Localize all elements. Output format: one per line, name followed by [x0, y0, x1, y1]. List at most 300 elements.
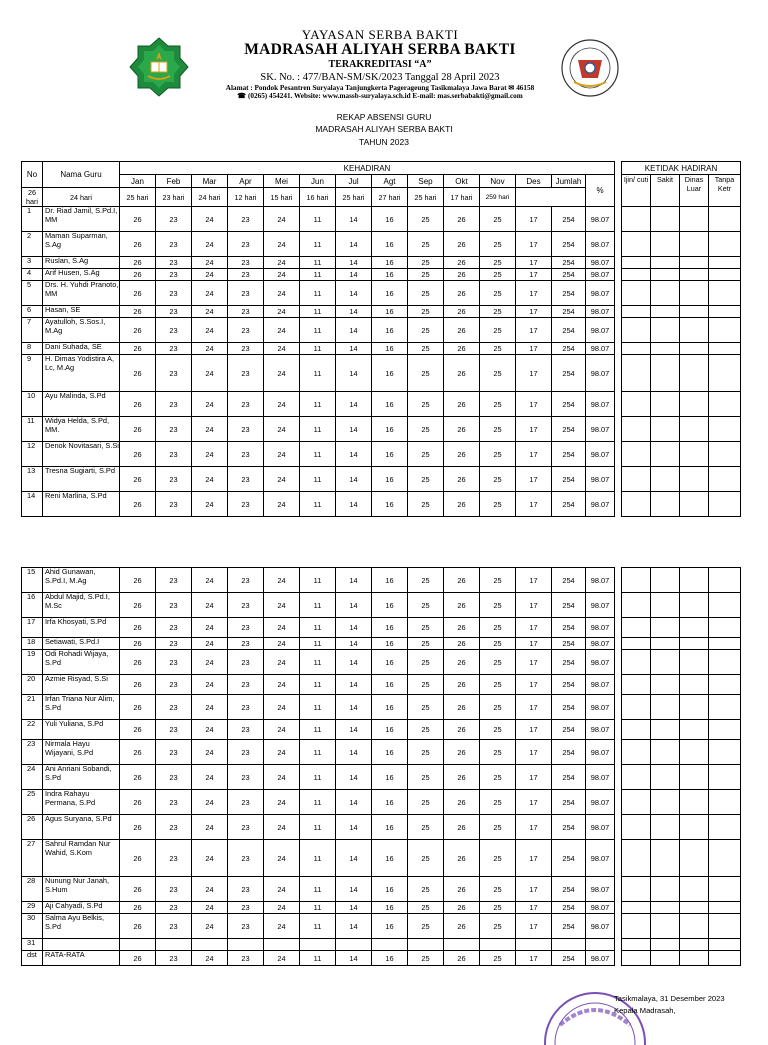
- month-value: 24: [264, 720, 300, 740]
- month-value: 16: [372, 638, 408, 650]
- days-header: 17 hari: [444, 188, 480, 207]
- month-value: 25: [480, 232, 516, 257]
- jumlah-value: 254: [552, 568, 586, 593]
- month-header: Jun: [300, 175, 336, 188]
- month-value: 23: [156, 417, 192, 442]
- month-value: 16: [372, 392, 408, 417]
- teacher-row: [22, 306, 741, 318]
- absence-cell: [651, 740, 680, 765]
- month-value: 16: [372, 840, 408, 877]
- absence-cell: [680, 269, 709, 281]
- percent-value: [586, 939, 615, 951]
- month-value: 16: [372, 442, 408, 467]
- month-value: 26: [444, 306, 480, 318]
- jumlah-value: 254: [552, 914, 586, 939]
- gap-cell: [615, 269, 622, 281]
- absence-cell: [680, 815, 709, 840]
- month-value: 25: [408, 877, 444, 902]
- absence-cell: [651, 914, 680, 939]
- month-value: 17: [516, 568, 552, 593]
- report-titles: [0, 111, 768, 148]
- month-value: 16: [372, 269, 408, 281]
- row-number: 14: [22, 492, 43, 517]
- month-value: 26: [120, 417, 156, 442]
- absence-cell: [709, 442, 741, 467]
- percent-value: 98.07: [586, 902, 615, 914]
- absence-cell: [622, 232, 651, 257]
- jumlah-value: 254: [552, 650, 586, 675]
- month-value: 25: [480, 877, 516, 902]
- month-value: 23: [156, 765, 192, 790]
- month-value: 24: [192, 877, 228, 902]
- month-value: 24: [264, 840, 300, 877]
- month-value: 25: [408, 207, 444, 232]
- absence-cell: [651, 467, 680, 492]
- month-value: 23: [228, 269, 264, 281]
- month-value: 23: [228, 281, 264, 306]
- month-value: 25: [408, 695, 444, 720]
- month-value: 25: [480, 720, 516, 740]
- month-value: 24: [264, 306, 300, 318]
- month-value: 24: [192, 675, 228, 695]
- month-value: 14: [336, 675, 372, 695]
- month-value: 26: [120, 914, 156, 939]
- percent-value: 98.07: [586, 467, 615, 492]
- month-value: 17: [516, 232, 552, 257]
- month-value: 14: [336, 232, 372, 257]
- teacher-name: Odi Rohadi Wijaya, S.Pd: [43, 650, 120, 675]
- month-value: 23: [156, 914, 192, 939]
- absence-cell: [622, 568, 651, 593]
- month-value: 23: [228, 840, 264, 877]
- absence-cell: [680, 902, 709, 914]
- average-row: [22, 951, 741, 966]
- gap-cell: [615, 318, 622, 343]
- month-value: 26: [444, 638, 480, 650]
- signature-place-date: Tasikmalaya, 31 Desember 2023: [614, 994, 725, 1003]
- accreditation: TERAKREDITASI “A”: [328, 58, 432, 70]
- month-value: 24: [264, 593, 300, 618]
- teacher-row: [22, 442, 741, 467]
- month-value: 26: [120, 207, 156, 232]
- month-value: 11: [300, 840, 336, 877]
- absence-cell: [680, 593, 709, 618]
- absence-cell: [622, 417, 651, 442]
- month-value: 26: [444, 281, 480, 306]
- absence-cell: [680, 232, 709, 257]
- teacher-name: Dani Suhada, SE: [43, 343, 120, 355]
- gap-cell: [615, 343, 622, 355]
- percent-value: 98.07: [586, 318, 615, 343]
- month-value: 26: [120, 492, 156, 517]
- month-value: 23: [156, 720, 192, 740]
- month-value: 24: [264, 951, 300, 966]
- absence-cell: [622, 695, 651, 720]
- month-value: 26: [444, 695, 480, 720]
- absence-cell: [680, 790, 709, 815]
- month-value: 25: [480, 392, 516, 417]
- teacher-row: [22, 815, 741, 840]
- percent-value: 98.07: [586, 442, 615, 467]
- month-value: 23: [156, 877, 192, 902]
- month-value: 16: [372, 720, 408, 740]
- address: Alamat : Pondok Pesantren Suryalaya Tanjungkerta Pagerageung Tasikmalaya Jawa Barat ✉ 46158: [225, 84, 535, 93]
- jumlah-value: 254: [552, 355, 586, 392]
- month-value: 24: [192, 790, 228, 815]
- percent-value: 98.07: [586, 914, 615, 939]
- absence-cell: [709, 568, 741, 593]
- month-value: 16: [372, 902, 408, 914]
- absence-cell: [680, 840, 709, 877]
- row-number: 16: [22, 593, 43, 618]
- school-name: MADRASAH ALIYAH SERBA BAKTI: [244, 40, 516, 58]
- gap-cell: [615, 593, 622, 618]
- month-value: 11: [300, 207, 336, 232]
- month-header: Nov: [480, 175, 516, 188]
- absence-cell: [651, 281, 680, 306]
- month-value: 24: [264, 467, 300, 492]
- month-value: 17: [516, 593, 552, 618]
- month-value: 23: [228, 232, 264, 257]
- month-value: 25: [480, 417, 516, 442]
- teacher-name: Hasan, SE: [43, 306, 120, 318]
- month-value: 24: [192, 207, 228, 232]
- percent-value: 98.07: [586, 232, 615, 257]
- month-value: 25: [408, 840, 444, 877]
- month-value: 17: [516, 467, 552, 492]
- percent-value: 98.07: [586, 650, 615, 675]
- jumlah-value: 254: [552, 695, 586, 720]
- month-value: 24: [264, 675, 300, 695]
- month-value: 24: [192, 392, 228, 417]
- month-value: 25: [480, 638, 516, 650]
- month-value: 17: [516, 914, 552, 939]
- month-value: 23: [228, 492, 264, 517]
- month-value: 23: [156, 207, 192, 232]
- month-value: 23: [228, 467, 264, 492]
- absence-cell: [622, 765, 651, 790]
- percent-value: 98.07: [586, 765, 615, 790]
- month-value: 16: [372, 740, 408, 765]
- month-value: 23: [156, 355, 192, 392]
- row-number: 9: [22, 355, 43, 392]
- month-value: 17: [516, 343, 552, 355]
- month-value: 17: [516, 902, 552, 914]
- row-number: 17: [22, 618, 43, 638]
- month-value: 26: [444, 442, 480, 467]
- teacher-row: [22, 232, 741, 257]
- month-value: 14: [336, 593, 372, 618]
- month-value: 17: [516, 951, 552, 966]
- month-value: [372, 939, 408, 951]
- month-value: [408, 939, 444, 951]
- month-value: 24: [264, 257, 300, 269]
- month-value: 14: [336, 790, 372, 815]
- month-value: 24: [264, 914, 300, 939]
- absence-cell: [680, 343, 709, 355]
- month-value: 11: [300, 902, 336, 914]
- month-value: 16: [372, 417, 408, 442]
- month-value: 14: [336, 492, 372, 517]
- attendance-table-part-1: [21, 161, 741, 517]
- month-value: 23: [228, 790, 264, 815]
- row-number: 5: [22, 281, 43, 306]
- month-value: 11: [300, 281, 336, 306]
- absence-cell: [651, 720, 680, 740]
- month-value: 17: [516, 650, 552, 675]
- month-value: 11: [300, 914, 336, 939]
- teacher-row: [22, 638, 741, 650]
- month-value: 26: [444, 269, 480, 281]
- month-value: 23: [156, 257, 192, 269]
- absence-cell: [651, 417, 680, 442]
- teacher-row: [22, 675, 741, 695]
- percent-value: 98.07: [586, 951, 615, 966]
- gap-cell: [615, 257, 622, 269]
- jumlah-value: 254: [552, 877, 586, 902]
- month-value: 11: [300, 492, 336, 517]
- month-value: 26: [444, 951, 480, 966]
- teacher-name: H. Dimas Yodistira A, Lc, M.Ag: [43, 355, 120, 392]
- month-value: 23: [156, 638, 192, 650]
- month-value: 14: [336, 765, 372, 790]
- absence-cell: [622, 951, 651, 966]
- month-value: 25: [480, 618, 516, 638]
- absence-cell: [622, 939, 651, 951]
- month-value: 25: [480, 467, 516, 492]
- month-value: 16: [372, 650, 408, 675]
- month-value: 26: [120, 765, 156, 790]
- absence-cell: [622, 343, 651, 355]
- month-value: 26: [444, 790, 480, 815]
- teacher-name: Tresna Sugiarti, S.Pd: [43, 467, 120, 492]
- month-value: 23: [156, 467, 192, 492]
- month-value: 16: [372, 618, 408, 638]
- absence-cell: [680, 638, 709, 650]
- month-value: 25: [480, 815, 516, 840]
- absence-cell: [680, 914, 709, 939]
- month-value: 23: [156, 318, 192, 343]
- month-value: 23: [228, 720, 264, 740]
- month-value: 26: [444, 902, 480, 914]
- month-value: 11: [300, 877, 336, 902]
- month-value: 17: [516, 638, 552, 650]
- teacher-row: [22, 343, 741, 355]
- percent-value: 98.07: [586, 877, 615, 902]
- month-value: 23: [228, 877, 264, 902]
- month-value: 25: [480, 650, 516, 675]
- absence-cell: [622, 467, 651, 492]
- month-value: 26: [120, 877, 156, 902]
- absence-cell: [709, 939, 741, 951]
- jumlah-value: 254: [552, 232, 586, 257]
- percent-value: 98.07: [586, 207, 615, 232]
- month-value: 17: [516, 815, 552, 840]
- month-value: 17: [516, 720, 552, 740]
- month-value: 23: [156, 675, 192, 695]
- col-no: No: [22, 162, 43, 188]
- month-value: 23: [156, 232, 192, 257]
- month-value: 24: [264, 740, 300, 765]
- month-value: 26: [120, 306, 156, 318]
- absence-cell: [680, 318, 709, 343]
- row-number: 3: [22, 257, 43, 269]
- month-value: 11: [300, 765, 336, 790]
- row-number: 13: [22, 467, 43, 492]
- month-value: 26: [120, 392, 156, 417]
- month-value: 23: [156, 695, 192, 720]
- gap-cell: [615, 840, 622, 877]
- absence-cell: [622, 902, 651, 914]
- days-header: 24 hari: [192, 188, 228, 207]
- teacher-name: Setiawati, S.Pd.I: [43, 638, 120, 650]
- gap-cell: [615, 675, 622, 695]
- month-value: 16: [372, 306, 408, 318]
- absence-cell: [622, 650, 651, 675]
- month-value: 16: [372, 675, 408, 695]
- percent-value: 98.07: [586, 417, 615, 442]
- month-value: 17: [516, 790, 552, 815]
- jumlah-value: 254: [552, 257, 586, 269]
- month-value: 16: [372, 815, 408, 840]
- jumlah-value: 254: [552, 306, 586, 318]
- absence-cell: [651, 638, 680, 650]
- row-number: 22: [22, 720, 43, 740]
- absence-cell: [622, 306, 651, 318]
- month-value: 24: [192, 355, 228, 392]
- month-value: 26: [444, 914, 480, 939]
- month-value: 24: [192, 593, 228, 618]
- month-value: 17: [516, 442, 552, 467]
- teacher-name: Ayu Malinda, S.Pd: [43, 392, 120, 417]
- absence-cell: [709, 695, 741, 720]
- report-school: MADRASAH ALIYAH SERBA BAKTI: [315, 124, 453, 135]
- month-value: 25: [408, 467, 444, 492]
- month-value: 24: [192, 951, 228, 966]
- month-value: 24: [264, 650, 300, 675]
- month-value: 24: [192, 232, 228, 257]
- absence-cell: [680, 695, 709, 720]
- month-value: 25: [408, 281, 444, 306]
- absence-cell: [651, 306, 680, 318]
- month-value: 26: [444, 318, 480, 343]
- absence-cell: [651, 815, 680, 840]
- month-value: 25: [480, 207, 516, 232]
- teacher-row: [22, 939, 741, 951]
- teacher-name: Azmie Risyad, S.Si: [43, 675, 120, 695]
- month-header: Sep: [408, 175, 444, 188]
- teacher-name: Aji Cahyadi, S.Pd: [43, 902, 120, 914]
- month-value: 11: [300, 790, 336, 815]
- jumlah-value: 254: [552, 790, 586, 815]
- month-value: 14: [336, 815, 372, 840]
- month-value: 23: [228, 392, 264, 417]
- month-value: 14: [336, 720, 372, 740]
- month-value: 24: [264, 877, 300, 902]
- col-percent: %: [586, 175, 615, 207]
- percent-value: 98.07: [586, 790, 615, 815]
- month-value: 14: [336, 695, 372, 720]
- gap-cell: [615, 417, 622, 442]
- month-value: 23: [156, 740, 192, 765]
- absence-cell: [709, 343, 741, 355]
- month-value: 23: [228, 815, 264, 840]
- jumlah-value: 254: [552, 318, 586, 343]
- absence-cell: [622, 720, 651, 740]
- month-value: 23: [156, 650, 192, 675]
- month-value: 24: [192, 281, 228, 306]
- jumlah-value: 254: [552, 417, 586, 442]
- teacher-name: Irfa Khosyati, S.Pd: [43, 618, 120, 638]
- month-value: [264, 939, 300, 951]
- letterhead: [0, 0, 768, 105]
- month-value: 16: [372, 568, 408, 593]
- absence-cell: [680, 207, 709, 232]
- absence-cell: [709, 902, 741, 914]
- month-value: 24: [192, 815, 228, 840]
- month-value: 24: [264, 269, 300, 281]
- month-value: 11: [300, 695, 336, 720]
- absence-cell: [622, 318, 651, 343]
- month-value: 25: [480, 790, 516, 815]
- month-value: 14: [336, 207, 372, 232]
- jumlah-value: 254: [552, 951, 586, 966]
- teacher-name: Widya Helda, S.Pd, MM.: [43, 417, 120, 442]
- month-value: 26: [120, 720, 156, 740]
- month-value: 25: [408, 232, 444, 257]
- month-value: 25: [408, 492, 444, 517]
- month-value: 25: [408, 269, 444, 281]
- month-value: 17: [516, 281, 552, 306]
- gap-cell: [615, 939, 622, 951]
- col-kehadiran: KEHADIRAN: [120, 162, 615, 175]
- gap-cell: [615, 306, 622, 318]
- jumlah-value: 254: [552, 765, 586, 790]
- absence-cell: [709, 467, 741, 492]
- contact-info: ☎ (0265) 454241. Website: www.massb-suryalaya.sch.id E-mail: mas.serbabakti@gmail.com: [237, 91, 523, 100]
- month-value: 23: [228, 951, 264, 966]
- month-value: 11: [300, 568, 336, 593]
- month-value: 24: [264, 568, 300, 593]
- month-value: 25: [480, 568, 516, 593]
- col-ketidak-hadiran: KETIDAK HADIRAN: [622, 162, 741, 175]
- month-value: 26: [444, 417, 480, 442]
- gap-cell: [615, 720, 622, 740]
- row-number: dst: [22, 951, 43, 966]
- month-value: 14: [336, 568, 372, 593]
- month-value: 16: [372, 877, 408, 902]
- absence-cell: [709, 765, 741, 790]
- month-value: 26: [120, 790, 156, 815]
- days-header: 25 hari: [336, 188, 372, 207]
- absence-cell: [709, 318, 741, 343]
- row-number: 1: [22, 207, 43, 232]
- month-value: 17: [516, 306, 552, 318]
- col-name: Nama Guru: [43, 162, 120, 188]
- month-value: 26: [444, 650, 480, 675]
- month-value: 24: [264, 343, 300, 355]
- school-emblem-icon: [560, 38, 620, 98]
- month-value: 25: [480, 343, 516, 355]
- month-value: 25: [408, 790, 444, 815]
- month-value: 26: [444, 232, 480, 257]
- row-number: 31: [22, 939, 43, 951]
- absence-cell: [709, 638, 741, 650]
- month-value: 23: [156, 840, 192, 877]
- jumlah-value: 254: [552, 269, 586, 281]
- month-value: [444, 939, 480, 951]
- attendance-table-part-2: [21, 567, 741, 966]
